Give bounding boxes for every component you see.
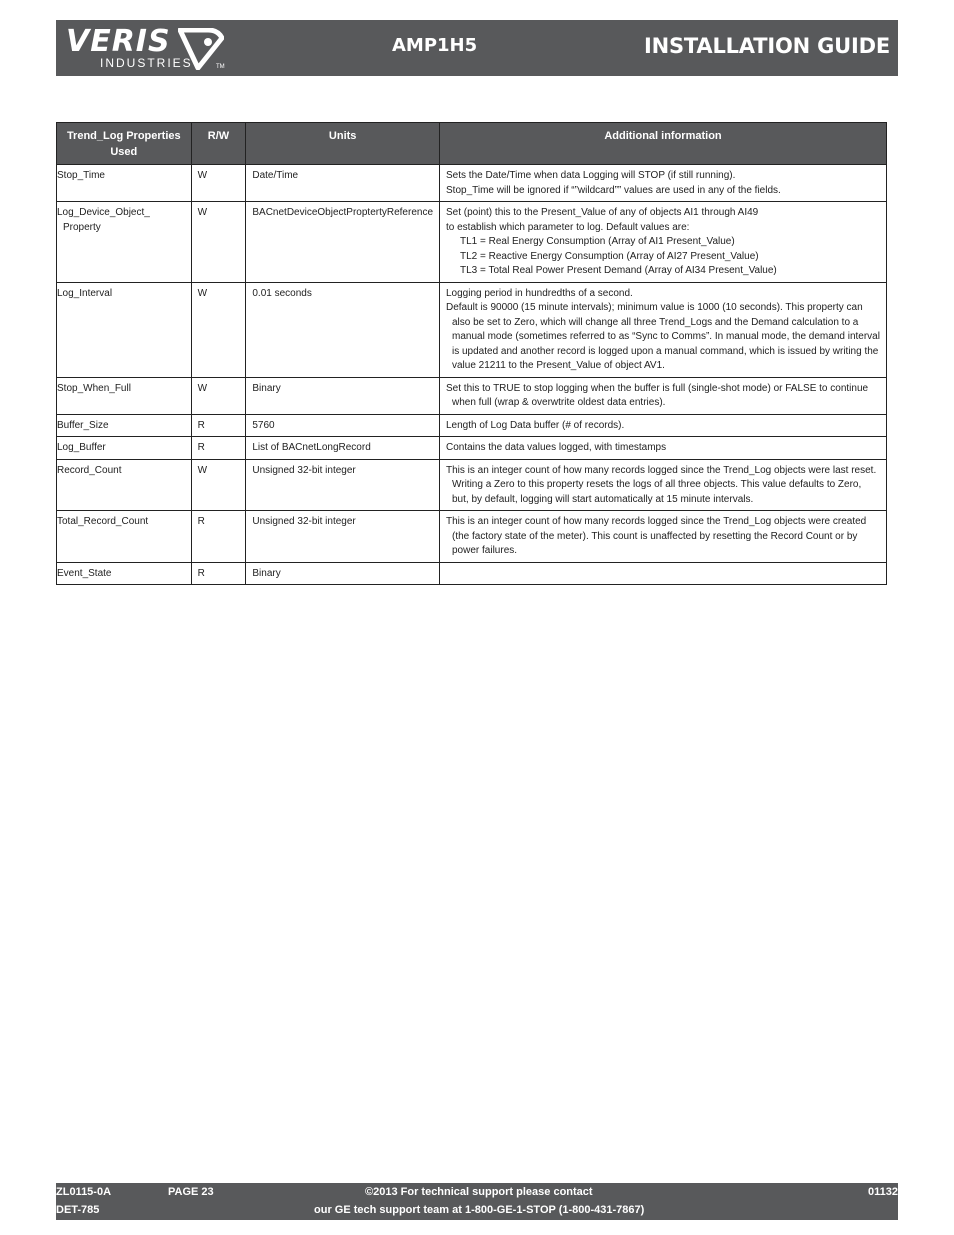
units-cell: 5760	[246, 414, 440, 437]
units-cell: 0.01 seconds	[246, 282, 440, 377]
trend-log-properties-table	[56, 122, 887, 585]
info-subline: TL1 = Real Energy Consumption (Array of AI1 Present_Value)	[460, 236, 735, 247]
info-cell	[440, 165, 887, 202]
document-number: ZL0115-0A	[56, 1186, 112, 1198]
info-line: This is an integer count of how many records logged since the Trend_Log objects were last reset. Writing a Zero to this property resets the logs of all three objects. This value defaults to Zero, but, by default, logging will start automatically at 15 minute intervals.	[446, 464, 877, 505]
property-cell: Stop_Time	[57, 165, 192, 202]
info-cell	[440, 414, 887, 437]
units-cell: BACnetDeviceObjectProptertyReference	[246, 202, 440, 283]
logo-wordmark: VERIS	[66, 24, 171, 59]
info-line: Stop_Time will be ignored if “”wildcard”” values are used in any of the fields.	[446, 184, 781, 196]
info-line: to establish which parameter to log. Default values are:	[446, 221, 690, 233]
date-code: 01132	[868, 1186, 898, 1198]
table-row	[57, 202, 887, 283]
property-cell: Log_Interval	[57, 282, 192, 377]
info-cell	[440, 437, 887, 460]
property-cell: Buffer_Size	[57, 414, 192, 437]
property-cell: Stop_When_Full	[57, 377, 192, 414]
info-line: This is an integer count of how many records logged since the Trend_Log objects were created (the factory state of the meter). This count is unaffected by resetting the Record Count or by power failures.	[446, 516, 867, 556]
info-line: Logging period in hundredths of a second.	[446, 287, 633, 299]
column-header-rw: R/W	[191, 123, 246, 165]
logo-trademark: TM	[216, 64, 225, 70]
column-header-units: Units	[246, 123, 440, 165]
info-cell	[440, 377, 887, 414]
rw-cell: R	[191, 414, 246, 437]
rw-cell: W	[191, 202, 246, 283]
table-header-row	[57, 123, 887, 165]
rw-cell: W	[191, 165, 246, 202]
property-cell: Log_Device_Object_ Property	[57, 202, 192, 283]
units-cell: Date/Time	[246, 165, 440, 202]
info-line: Sets the Date/Time when data Logging will STOP (if still running).	[446, 170, 736, 181]
column-header-info: Additional information	[440, 123, 887, 165]
table-body	[57, 165, 887, 585]
info-cell	[440, 282, 887, 377]
guide-title: INSTALLATION GUIDE	[643, 34, 890, 58]
property-cell: Total_Record_Count	[57, 511, 192, 563]
logo-subtitle: INDUSTRIES	[100, 56, 193, 70]
page-number: PAGE 23	[168, 1186, 214, 1198]
rw-cell: R	[191, 511, 246, 563]
info-line: Contains the data values logged, with timestamps	[446, 442, 667, 453]
info-line: Set this to TRUE to stop logging when the buffer is full (single-shot mode) or FALSE to continue when full (wrap & overwtrite oldest data entries).	[446, 382, 869, 408]
property-cell: Record_Count	[57, 459, 192, 511]
table-row	[57, 437, 887, 460]
table-row	[57, 165, 887, 202]
info-cell	[440, 459, 887, 511]
rw-cell: R	[191, 562, 246, 585]
info-cell	[440, 202, 887, 283]
copyright-text: ©2013 For technical support please contact	[365, 1186, 593, 1198]
support-contact: our GE tech support team at 1-800-GE-1-STOP (1-800-431-7867)	[314, 1204, 645, 1216]
table-row	[57, 414, 887, 437]
units-cell: Binary	[246, 377, 440, 414]
units-cell: Binary	[246, 562, 440, 585]
table-row	[57, 377, 887, 414]
table-row	[57, 282, 887, 377]
veris-logo	[66, 26, 236, 72]
info-line: Default is 90000 (15 minute intervals); minimum value is 1000 (10 seconds). This property can also be set to Zero, which will change all three Trend_Logs and the Demand calculation to a manual mode (sometimes referred to as “Sync to Comms”. In manual mode, the demand interval is updated and another record is logged upon a manual command, which is issued by writing the value 21211 to the Present_Value of object AV1.	[446, 302, 880, 371]
info-cell	[440, 511, 887, 563]
page-footer	[56, 1183, 898, 1220]
det-number: DET-785	[56, 1204, 100, 1216]
table-row	[57, 562, 887, 585]
product-name: AMP1H5	[392, 35, 478, 56]
page-header	[56, 20, 898, 76]
table-row	[57, 511, 887, 563]
info-subline: TL3 = Total Real Power Present Demand (Array of AI34 Present_Value)	[460, 265, 777, 276]
rw-cell: W	[191, 377, 246, 414]
info-subline: TL2 = Reactive Energy Consumption (Array of AI27 Present_Value)	[460, 250, 759, 262]
property-cell: Event_State	[57, 562, 192, 585]
rw-cell: R	[191, 437, 246, 460]
rw-cell: W	[191, 459, 246, 511]
units-cell: List of BACnetLongRecord	[246, 437, 440, 460]
info-line: Length of Log Data buffer (# of records).	[446, 419, 625, 431]
column-header-property: Trend_Log Properties Used	[57, 123, 192, 165]
property-cell: Log_Buffer	[57, 437, 192, 460]
table-row	[57, 459, 887, 511]
units-cell: Unsigned 32-bit integer	[246, 511, 440, 563]
info-cell	[440, 562, 887, 585]
info-line: Set (point) this to the Present_Value of any of objects AI1 through AI49	[446, 207, 759, 218]
rw-cell: W	[191, 282, 246, 377]
units-cell: Unsigned 32-bit integer	[246, 459, 440, 511]
